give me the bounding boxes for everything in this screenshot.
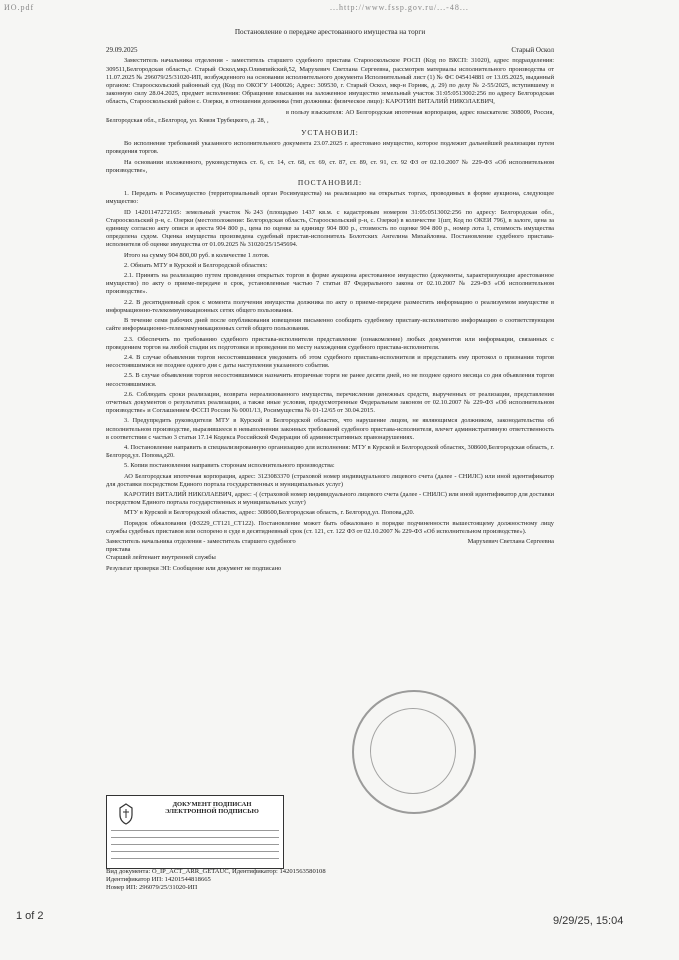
clause-3: 3. Предупредить руководителя МТУ в Курской и Белгородской областях, что нарушение лицом, не являющимся должником, законодательства об исполнительном производстве, выразившееся в невыполнении законных требований судебного пристава-исполнителя, влечет административную ответственность в соответствии с частью 3 статьи 17.14 Кодекса Российской Федерации об административных правонарушениях. [106,417,554,441]
clause-2-5: 2.5. В случае объявления торгов несостоявшимися назначить вторичные торги не ранее десяти дней, но не позднее одного месяца со дня объявления торгов несостоявшимися. [106,372,554,388]
creditor-paragraph: в пользу взыскателя: АО Белгородская ипотечная корпорация, адрес взыскателя: 308009, Россия, Белгородская обл., г.Белгород, ул. Князя Трубецкого, д. 28, , [106,108,554,124]
basis-paragraph: На основании изложенного, руководствуясь ст. 6, ст. 14, ст. 68, ст. 69, ст. 87, ст. 89, ст. 91, ст. 92 ФЗ от 02.10.2007 № 229-ФЗ «Об исполнительном производстве», [106,158,554,174]
clause-2-3: 2.3. Обеспечить по требованию судебного пристава-исполнителя представление (ознакомление) любых документов или информации, связанных с проведением торгов на любой стадии их подготовки и проведения по месту нахождения судебного пристава-исполнителя. [106,335,554,351]
stamp-detail-line [111,844,279,845]
page-counter: 1 of 2 [16,910,44,922]
clause-1: 1. Передать в Росимущество (территориальный орган Росимущества) на реализацию на открытых торгах, проводимых в форме аукциона, следующее имущество: [106,190,554,206]
document-metadata [106,868,326,892]
heading-established: УСТАНОВИЛ: [301,128,359,138]
browser-print-header [0,0,679,18]
recipient-mtu: МТУ в Курской и Белгородской областях, адрес: 308600,Белгородская область, г. Белгород,ул. Попова,д20. [124,509,415,517]
clause-4: 4. Постановление направить в специализированную организацию для исполнения: МТУ в Курской и Белгородской областях, 308600,Белгородская область, г. Белгород,ул. Попова,д20. [106,443,554,460]
ep-check-result: Результат проверки ЭП: Сообщение или документ не подписано [106,564,282,572]
stamp-detail-line [111,858,279,859]
document-body [106,26,554,874]
official-seal-stamp [352,690,476,814]
document-place: Старый Оскол [511,46,554,55]
recipient-creditor: АО Белгородская ипотечная корпорация, адрес: 3123083370 (страховой номер индивидуального лицевого счета (далее - СНИЛС) или иной идентификатор для доставки посредством Единого портала государственных и муниципальных услуг) [106,472,554,488]
clause-2: 2. Обязать МТУ в Курской и Белгородской областях: [124,261,268,269]
stamp-detail-line [111,830,279,831]
appeal-procedure: Порядок обжалования (ФЗ229_СТ121_СТ122). Постановление может быть обжаловано в порядке подчиненности вышестоящему должностному лицу службы судебных приставов или оспорено в суде в десятидневный срок (ст. 121, ст. 122 ФЗ от 02.10.2007 № 229-ФЗ «Об исполнительном производстве»). [106,519,554,535]
document-title: Постановление о передаче арестованного имущества на торги [234,28,426,36]
clause-5: 5. Копии постановления направить сторонам исполнительного производства: [124,462,335,470]
print-header-left: ИО.pdf [4,3,35,12]
stamp-title-2: ЭЛЕКТРОННОЙ ПОДПИСЬЮ [165,808,259,815]
document-date: 29.09.2025 [106,46,138,55]
date-place-row [106,46,554,54]
total-line: Итого на сумму 904 800,00 руб. в количестве 1 лотов. [124,251,270,259]
clause-2-2-notice: В течение семи рабочих дней после опубликования извещения письменно сообщить судебному приставу-исполнителю информацию о соответствующем сайте информационно-телекоммуникационных сетей общего пользования. [106,317,554,333]
intro-paragraph: Заместитель начальника отделения - заместитель старшего судебного пристава Старооскольское РОСП (Код по ВКСП: 31020), адрес подразделения: 309511,Белгородская область,г. Старый Оскол,мкр.Олимпийский,52, Марухевич Светлана Сергеевна, рассмотрев материалы исполнительного производства от 11.07.2025 № 296079/25/31020-ИП, возбужденного на основании исполнительного документа Исполнительный лист (1) № ФС 045414881 от 13.05.2025, выданный органом: Старооскольский районный суд (Код по ОКОГУ 1400026; Адрес: 309530, г. Старый Оскол, мкр-н Горняк, д. 29) по делу № 2-55/2025, вступившему в законную силу 28.04.2025, предмет исполнения: Обращение взыскания на заложенное имущество земельный участок 31:05:0513002:256 по адресу Белгородская область, Старооскольский район с. Озерки, в отношении должника (тип должника: физическое лицо): КАРОТИН ВИТАЛИЙ НИКОЛАЕВИЧ, [106,57,554,106]
print-timestamp: 9/29/25, 15:04 [553,915,624,927]
meta-ip-id: Идентификатор ИП: 14201544818665 [106,876,211,883]
heading-resolved: ПОСТАНОВИЛ: [297,178,363,188]
stamp-title-1: ДОКУМЕНТ ПОДПИСАН [172,801,252,808]
signer-rank: Старший лейтенант внутренней службы [106,554,216,562]
signer-name: Марухевич Светлана Сергеевна [467,537,554,545]
stamp-detail-line [111,837,279,838]
clause-2-2: 2.2. В десятидневный срок с момента получения имущества должника по акту о приеме-передаче разместить информацию о реализуемом имуществе в информационно-телекоммуникационных сетях общего пользования. [106,298,554,314]
stamp-detail-line [111,851,279,852]
signature-row [106,538,554,554]
emblem-icon [115,802,137,826]
meta-doc-type: Вид документа: O_IP_ACT_ARR_GETAUC, Идентификатор: 14201563580108 [106,868,326,875]
established-paragraph: Во исполнение требований указанного исполнительного документа 23.07.2025 г. арестовано имущество, которое подлежит дальнейшей реализации путем проведения торгов. [106,140,554,156]
clause-2-6: 2.6. Соблюдать сроки реализации, возврата нереализованного имущества, перечисления денежных средств, вырученных от реализации, представления отчетных документов о результатах реализации, а также иные условия, предусмотренные Федеральным законом от 02.10.2007 № 229-ФЗ «Об исполнительном производстве» и Соглашением ФССП России № 0001/13, Росимущества № 01-12/65 от 30.04.2015. [106,390,554,415]
electronic-signature-stamp [106,795,284,869]
clause-2-1: 2.1. Принять на реализацию путем проведения открытых торгов в форме аукциона арестованное имущество (документы, характеризующие арестованное имущество) по акту о приеме-передаче в срок, установленные частью 7 статьи 87 Федерального закона от 02.10.2007 № 229-ФЗ «Об исполнительном производстве». [106,272,554,296]
meta-ip-number: Номер ИП: 296079/25/31020-ИП [106,884,198,891]
property-item: ID 14201147272165: земельный участок №243 (площадью 1437 кв.м. с кадастровым номером 31:05:0513002:256 по адресу: Белгородская обл., Старооскольский р-н, с. Озерки (местоположение: Белгородская область, Старооскольский р-н, с. Озерки) в количестве 1(шт, Код по ОКЕИ 796), в залоге, цена за единицу согласно акту описи и ареста 904 800 р., цена по оценке за единицу 904 800 р., стоимость по оценке 904 800 р., номер лота 1, стоимость имущества определена судом. Оценка имущества произведена судебный пристав-исполнитель Болотских Ангелина Михайловна. Постановление судебного пристава-исполнителя об оценке имущества от 01.09.2025 № 31020/25/1545694. [106,208,554,249]
print-header-right: ...http://www.fssp.gov.ru/...-48... [330,3,469,12]
signer-role: Заместитель начальника отделения - заместитель старшего судебного пристава [106,537,296,554]
recipient-debtor: КАРОТИН ВИТАЛИЙ НИКОЛАЕВИЧ, адрес: -( (страховой номер индивидуального лицевого счета (далее - СНИЛС) или иной идентификатор для доставки посредством Единого портала государственных и муниципальных услуг) [106,490,554,507]
clause-2-4: 2.4. В случае объявления торгов несостоявшимися уведомить об этом судебного пристава-исполнителя и представить ему протокол о признании торгов несостоявшимися не позднее одного дня с даты наступления указанного события. [106,353,554,370]
